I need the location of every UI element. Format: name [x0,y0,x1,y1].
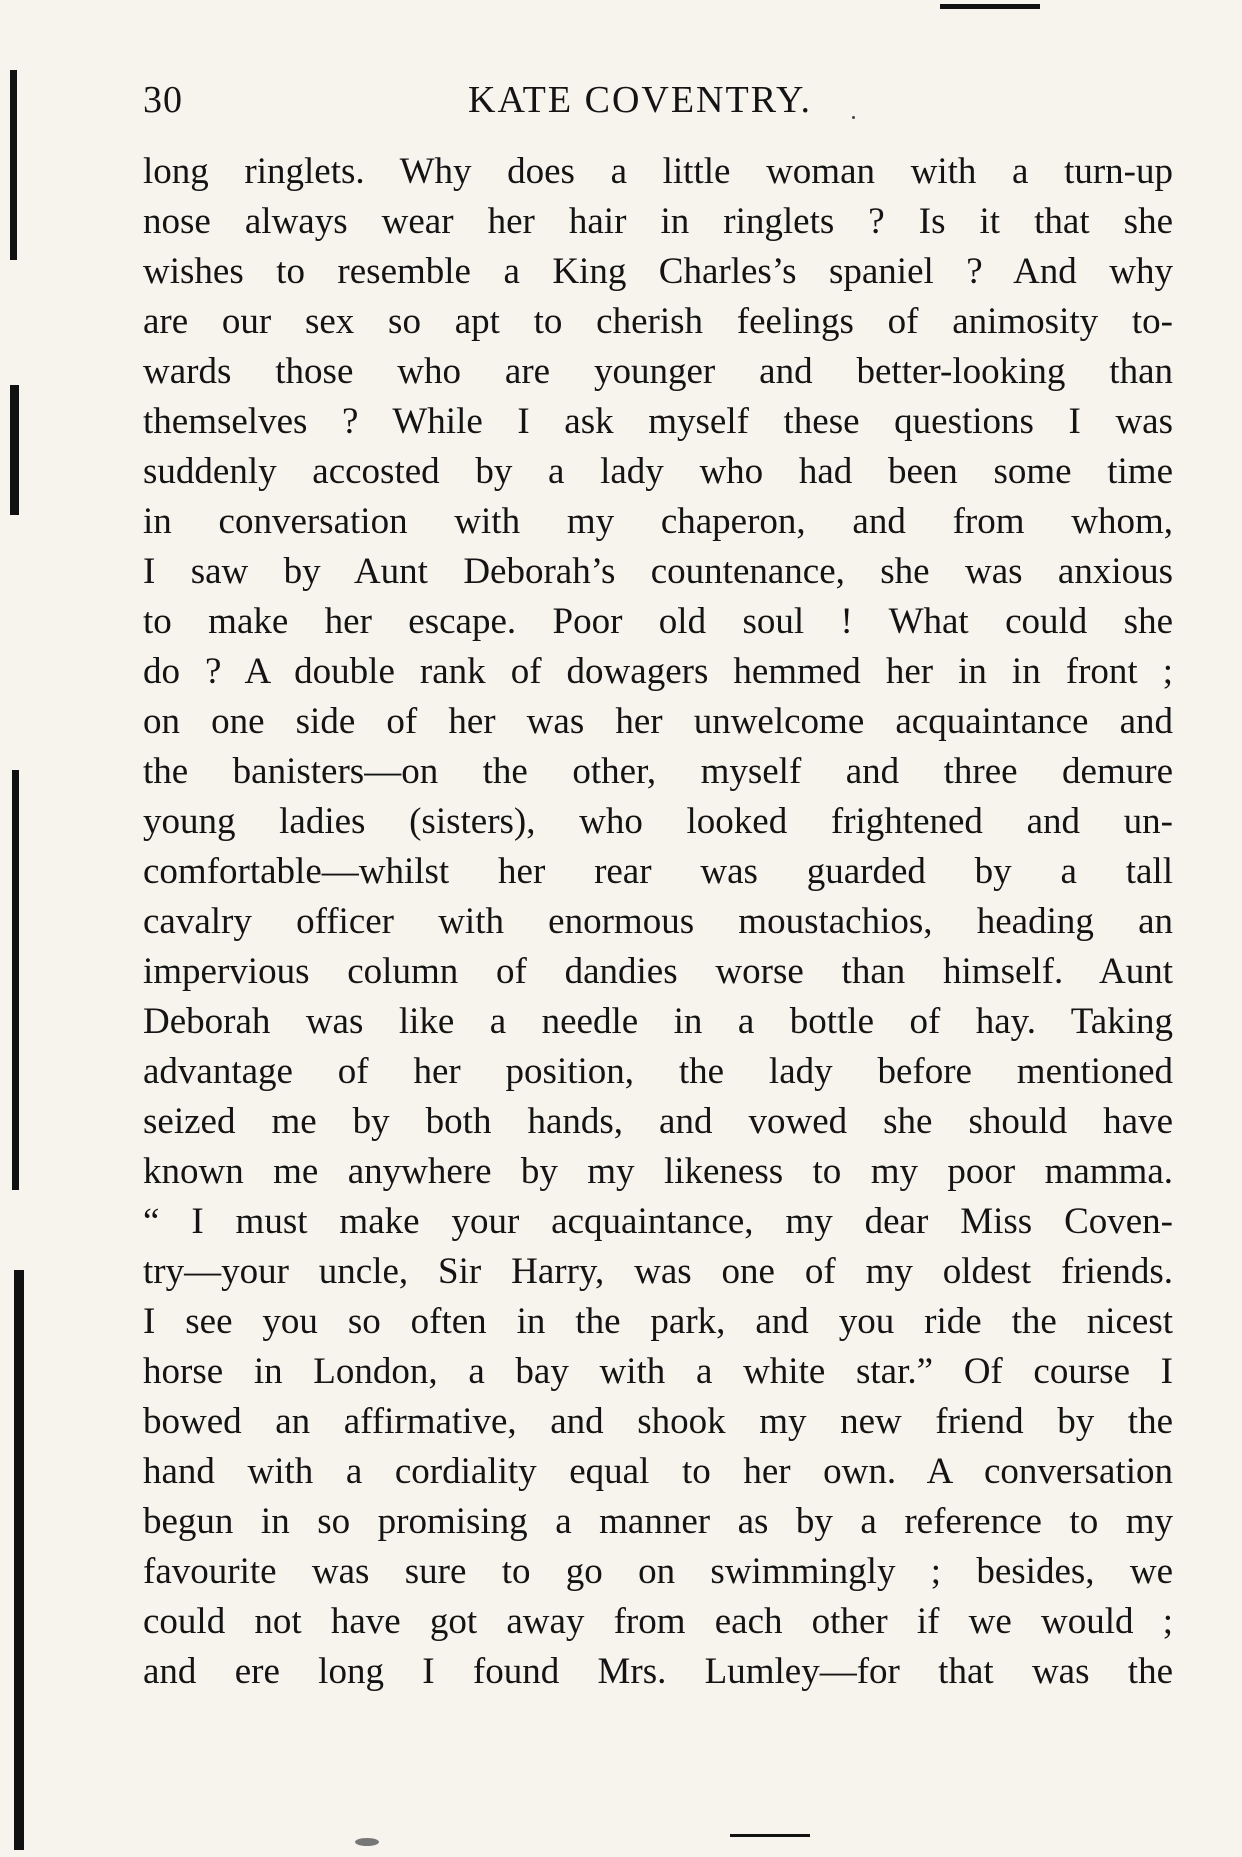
page-header [143,78,1173,138]
text-line-19: advantage of her position, the lady before mentioned [143,1051,1173,1092]
bottom-center-speckle [355,1838,379,1846]
text-line-10: to make her escape. Poor old soul ! What could she [143,601,1173,642]
text-line-18: Deborah was like a needle in a bottle of hay. Taking [143,1001,1173,1042]
binding-edge-shadow-middle [10,385,19,515]
text-line-9: I saw by Aunt Deborah’s countenance, she was anxious [143,551,1173,592]
text-line-11: do ? A double rank of dowagers hemmed her in in front ; [143,651,1173,692]
text-line-16: cavalry officer with enormous moustachios, heading an [143,901,1173,942]
binding-edge-shadow-top [10,70,17,260]
text-line-2: nose always wear her hair in ringlets ? Is it that she [143,201,1173,242]
text-line-4: are our sex so apt to cherish feelings of animosity to- [143,301,1173,342]
body-text [143,147,1173,1747]
text-line-22: “ I must make your acquaintance, my dear Miss Coven- [143,1201,1173,1242]
text-line-15: comfortable—whilst her rear was guarded by a tall [143,851,1173,892]
text-line-5: wards those who are younger and better-looking than [143,351,1173,392]
text-line-12: on one side of her was her unwelcome acquaintance and [143,701,1173,742]
text-line-25: horse in London, a bay with a white star.” Of course I [143,1351,1173,1392]
text-line-17: impervious column of dandies worse than himself. Aunt [143,951,1173,992]
page-number: 30 [143,79,183,121]
running-title: KATE COVENTRY. [468,79,812,121]
text-line-14: young ladies (sisters), who looked frightened and un- [143,801,1173,842]
text-line-7: suddenly accosted by a lady who had been some time [143,451,1173,492]
text-line-26: bowed an affirmative, and shook my new friend by the [143,1401,1173,1442]
text-line-8: in conversation with my chaperon, and from whom, [143,501,1173,542]
text-line-31: and ere long I found Mrs. Lumley—for that was the [143,1651,1173,1692]
text-line-30: could not have got away from each other if we would ; [143,1601,1173,1642]
text-line-6: themselves ? While I ask myself these questions I was [143,401,1173,442]
text-line-28: begun in so promising a manner as by a reference to my [143,1501,1173,1542]
text-line-13: the banisters—on the other, myself and three demure [143,751,1173,792]
text-line-21: known me anywhere by my likeness to my poor mamma. [143,1151,1173,1192]
text-line-1: long ringlets. Why does a little woman with a turn-up [143,151,1173,192]
bottom-right-scan-mark [730,1834,810,1837]
text-line-29: favourite was sure to go on swimmingly ; besides, we [143,1551,1173,1592]
text-line-27: hand with a cordiality equal to her own. A conversation [143,1451,1173,1492]
text-line-3: wishes to resemble a King Charles’s spaniel ? And why [143,251,1173,292]
top-right-scan-mark [940,4,1040,9]
binding-edge-shadow-lower [12,770,19,1190]
text-line-24: I see you so often in the park, and you ride the nicest [143,1301,1173,1342]
text-line-20: seized me by both hands, and vowed she should have [143,1101,1173,1142]
text-line-23: try—your uncle, Sir Harry, was one of my oldest friends. [143,1251,1173,1292]
binding-edge-shadow-bottom [14,1270,24,1850]
